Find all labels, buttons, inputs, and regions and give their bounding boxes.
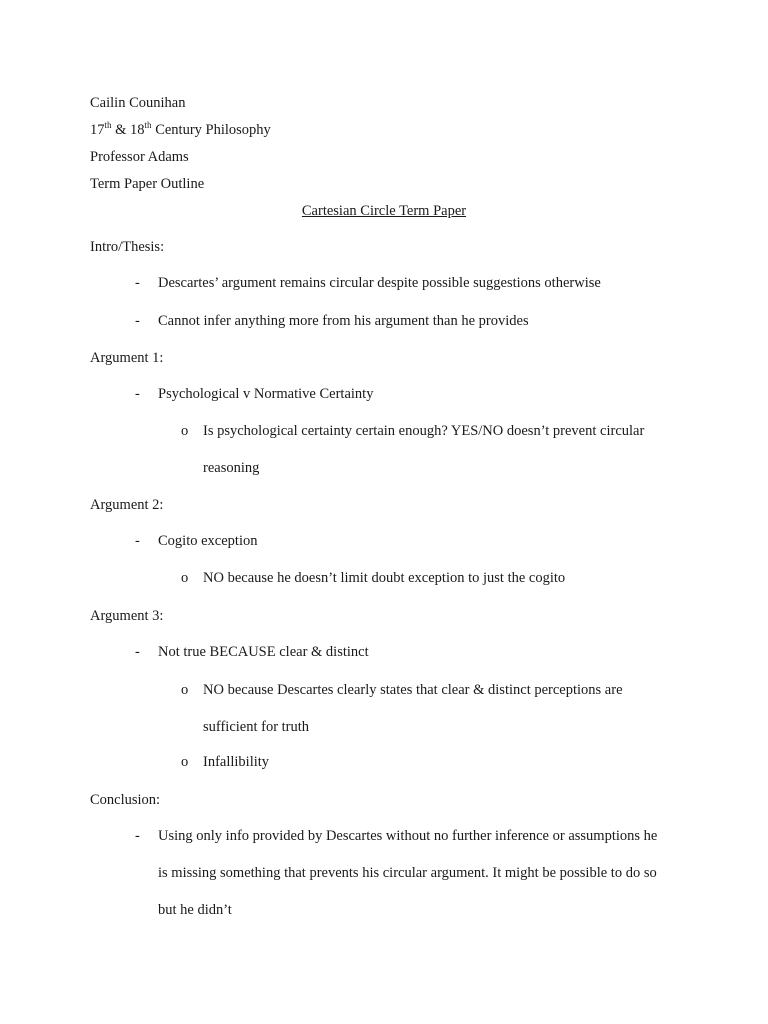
bullet-circle: o (181, 682, 189, 698)
intro-point-1: Descartes’ argument remains circular despite possible suggestions otherwise (158, 275, 601, 291)
bullet-dash: - (135, 828, 140, 844)
argument-1-sub-line-2: reasoning (203, 460, 260, 476)
professor-name: Professor Adams (90, 149, 189, 165)
argument-3-sub-2: Infallibility (203, 754, 270, 770)
argument-1-point: Psychological v Normative Certainty (158, 386, 374, 402)
argument-2-point: Cogito exception (158, 533, 258, 549)
bullet-dash: - (135, 644, 140, 660)
argument-3-heading: Argument 3: (90, 608, 164, 624)
conclusion-line-2: is missing something that prevents his circular argument. It might be possible to do so (158, 865, 657, 881)
paper-title: Cartesian Circle Term Paper (301, 203, 467, 219)
course-name (90, 121, 271, 139)
course-ampersand: & (111, 122, 131, 138)
bullet-dash: - (135, 533, 140, 549)
argument-1-heading: Argument 1: (90, 350, 164, 366)
argument-3-sub-1-line-1: NO because Descartes clearly states that clear & distinct perceptions are (203, 682, 623, 698)
bullet-dash: - (135, 313, 140, 329)
conclusion-line-3: but he didn’t (158, 902, 232, 918)
conclusion-line-1: Using only info provided by Descartes without no further inference or assumptions he (158, 828, 658, 844)
argument-2-heading: Argument 2: (90, 497, 164, 513)
bullet-dash: - (135, 275, 140, 291)
course-ordinal-2: th (144, 120, 152, 131)
conclusion-heading: Conclusion: (90, 792, 161, 808)
intro-point-2: Cannot infer anything more from his argument than he provides (158, 313, 529, 329)
argument-1-sub-line-1: Is psychological certainty certain enough? YES/NO doesn’t prevent circular (203, 423, 645, 439)
document-type: Term Paper Outline (90, 176, 205, 192)
argument-2-sub: NO because he doesn’t limit doubt exception to just the cogito (203, 570, 566, 586)
course-title-rest: Century Philosophy (151, 122, 271, 138)
bullet-dash: - (135, 386, 140, 402)
argument-3-sub-1-line-2: sufficient for truth (203, 719, 310, 735)
course-number-1: 17 (90, 122, 105, 138)
bullet-circle: o (181, 754, 189, 770)
argument-3-point: Not true BECAUSE clear & distinct (158, 644, 369, 660)
course-number-2: 18 (130, 122, 145, 138)
intro-heading: Intro/Thesis: (90, 239, 165, 255)
bullet-circle: o (181, 570, 189, 586)
bullet-circle: o (181, 423, 189, 439)
course-ordinal-1: th (104, 120, 112, 131)
author-name: Cailin Counihan (90, 95, 186, 111)
